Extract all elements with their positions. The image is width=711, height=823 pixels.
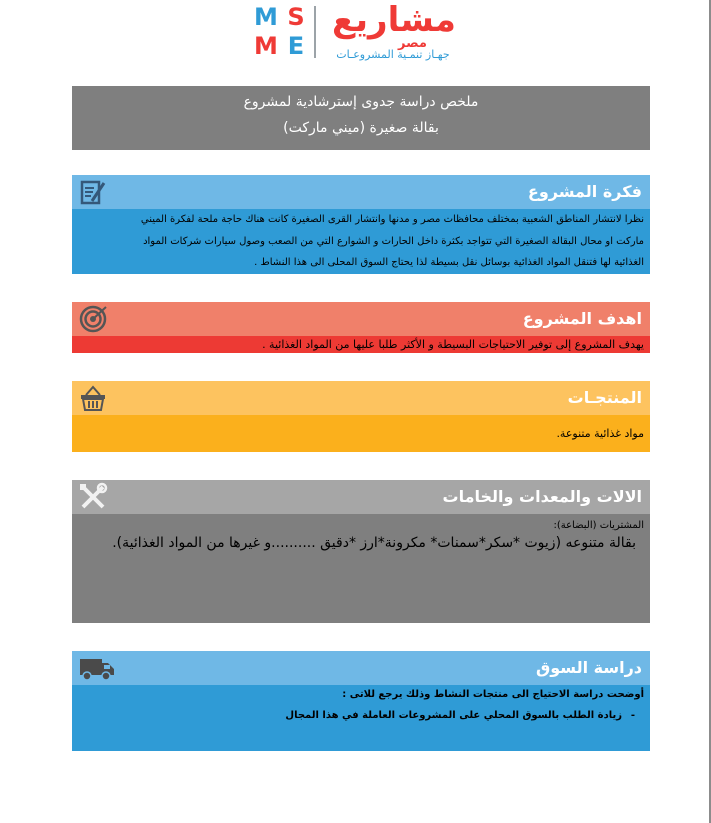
section-idea-header bbox=[72, 175, 650, 209]
section-equipment bbox=[72, 480, 650, 623]
logo-masr-text: مصر bbox=[398, 36, 427, 51]
section-equipment-label: المشتريات (البضاعة): bbox=[553, 520, 644, 531]
section-idea-line: الغذائية لها فتنقل المواد الغذائية بوسائل نقل بسيطة لذا يحتاج السوق المحلى الى هذا النشاط . bbox=[254, 257, 644, 268]
section-products-text: مواد غذائية متنوعة. bbox=[556, 427, 644, 440]
section-goal-header bbox=[72, 302, 650, 336]
document-title-line1: ملخص دراسة جدوى إسترشادية لمشروع bbox=[243, 94, 479, 110]
section-goal bbox=[72, 302, 650, 353]
section-goal-body bbox=[72, 336, 650, 353]
logo-subtitle: جهـاز تنمـية المشروعـات bbox=[336, 48, 450, 61]
section-market-title: دراسة السوق bbox=[535, 658, 642, 677]
section-market-body bbox=[72, 685, 650, 751]
section-products-header bbox=[72, 381, 650, 415]
document-title-line2: بقالة صغيرة (ميني ماركت) bbox=[283, 120, 439, 136]
section-goal-title: اهدف المشروع bbox=[522, 309, 642, 328]
section-products-title: المنتجـات bbox=[567, 388, 642, 407]
logo-letter-e: E bbox=[287, 32, 305, 60]
section-market bbox=[72, 651, 650, 751]
section-idea bbox=[72, 175, 650, 274]
logo-letter-m2: M bbox=[254, 32, 278, 60]
section-products-body bbox=[72, 415, 650, 452]
section-idea-body bbox=[72, 209, 650, 274]
logo-main-text: مشاريع bbox=[332, 0, 456, 40]
section-equipment-title: الالات والمعدات والخامات bbox=[442, 487, 642, 506]
section-market-item-text: زيادة الطلب بالسوق المحلي على المشروعات العاملة في هذا المجال bbox=[285, 710, 622, 721]
logo-separator bbox=[314, 6, 316, 58]
section-market-intro: أوضحت دراسة الاحتياج الى منتجات النشاط وذلك يرجع للاتى : bbox=[342, 689, 644, 700]
logo-letter-m1: M bbox=[254, 3, 278, 31]
section-idea-line: نظرا لانتشار المناطق الشعبية بمختلف محافظات مصر و مدنها وانتشار القرى الصغيرة كانت هناك حاجة ملحة لفكرة الميني bbox=[140, 214, 644, 225]
logo-letter-s: S bbox=[287, 3, 305, 31]
msme-logo bbox=[252, 0, 470, 66]
section-idea-line: ماركت او محال البقالة الصغيرة التي تتواجد بكثرة داخل الحارات و الشوارع التي من الصعب وصول سيارات شركات المواد bbox=[143, 235, 644, 247]
target-icon bbox=[78, 304, 108, 334]
document-title-box bbox=[72, 86, 650, 150]
section-goal-text: يهدف المشروع إلى توفير الاحتياجات البسيطة و الأكثر طلبا عليها من المواد الغذائية . bbox=[262, 338, 644, 351]
section-products bbox=[72, 381, 650, 452]
truck-icon bbox=[78, 653, 124, 683]
section-equipment-body bbox=[72, 514, 650, 623]
section-equipment-header bbox=[72, 480, 650, 514]
section-market-list-item bbox=[78, 705, 644, 727]
logo-letter-grid bbox=[252, 4, 312, 62]
tools-icon bbox=[78, 482, 108, 512]
basket-icon bbox=[78, 383, 108, 413]
section-equipment-text: بقالة متنوعه (زيوت *سكر*سمنات* مكرونة*ارز *دقيق ..........و غيرها من المواد الغذائية). bbox=[112, 535, 636, 551]
pencil-paper-icon bbox=[78, 177, 108, 207]
section-market-header bbox=[72, 651, 650, 685]
section-market-bullet: - bbox=[630, 710, 636, 721]
section-idea-title: فكرة المشروع bbox=[527, 182, 642, 201]
